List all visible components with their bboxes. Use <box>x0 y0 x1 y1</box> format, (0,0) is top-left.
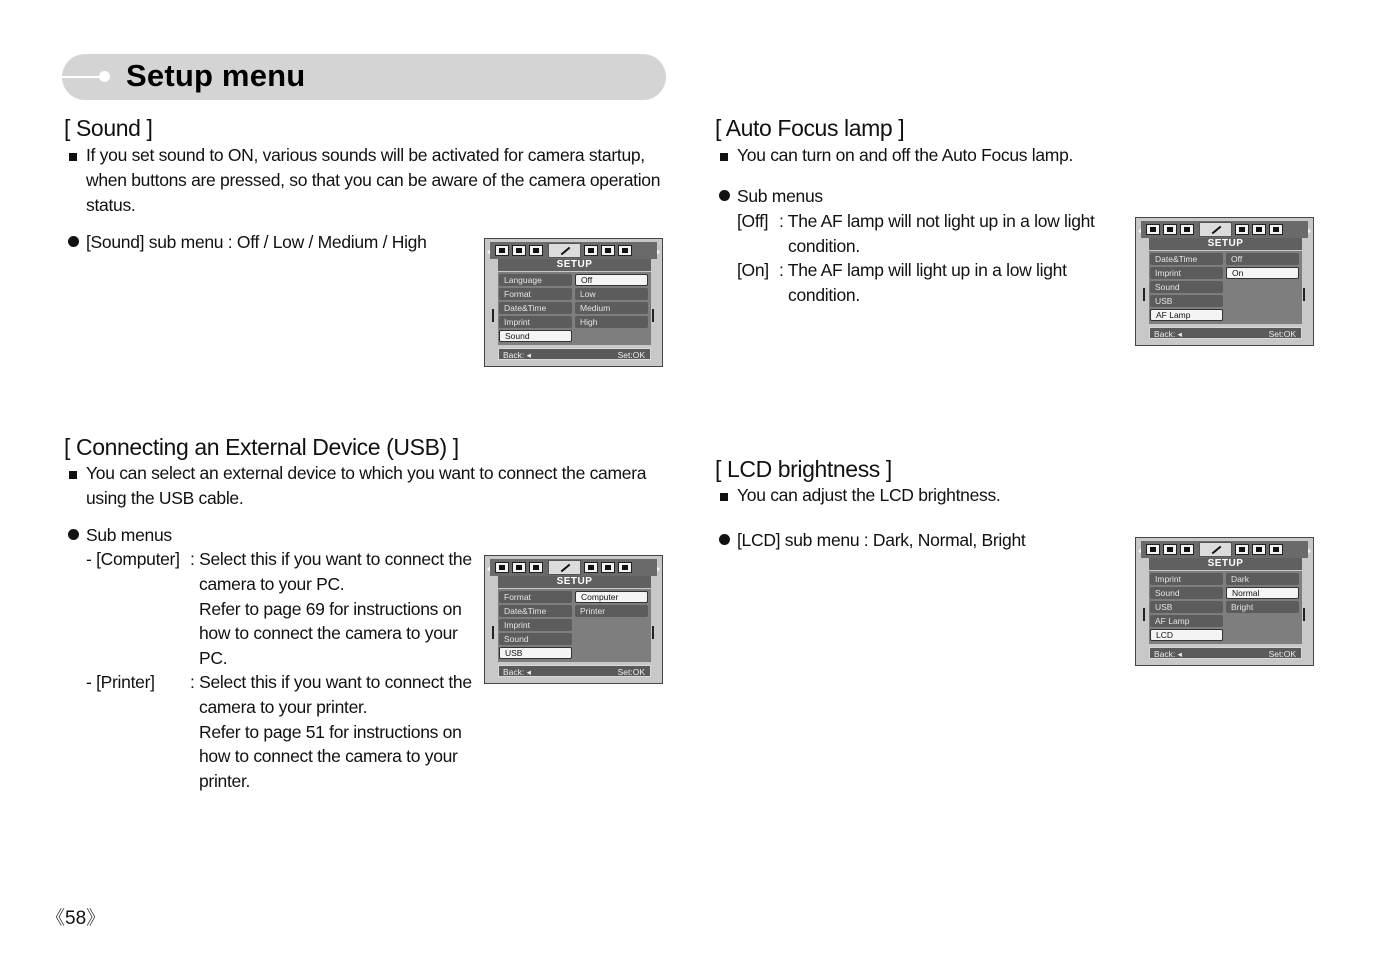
scroll-mark-right <box>652 626 654 639</box>
usb-computer-line: Refer to page 69 for instructions on <box>199 598 462 619</box>
screen-submenu-item: Normal <box>1226 587 1299 599</box>
screen-menu-item: USB <box>1150 601 1223 613</box>
mysetting-icon <box>1235 544 1249 555</box>
screen-menu-body <box>498 272 651 345</box>
screen-menu-item: Date&Time <box>499 302 572 314</box>
mysetting-icon <box>1235 224 1249 235</box>
lcd-setup-screen <box>1135 537 1314 666</box>
lcd-section-title: [ LCD brightness ] <box>715 456 892 482</box>
frame-icon <box>1180 224 1194 235</box>
screen-submenu-item: Off <box>575 274 648 286</box>
scroll-mark-left <box>492 626 494 639</box>
scroll-mark-right <box>1303 288 1305 301</box>
screen-menu-item: Imprint <box>499 619 572 631</box>
af-lamp-section-title: [ Auto Focus lamp ] <box>715 115 905 141</box>
usb-description-line: You can select an external device to which you want to connect the camera <box>86 463 647 483</box>
usb-computer-line: camera to your PC. <box>199 573 345 594</box>
screen-menu-item: Sound <box>1150 587 1223 599</box>
screen-footer <box>498 665 651 677</box>
usb-printer-line: : Select this if you want to connect the <box>190 672 472 692</box>
usb-printer-line: Refer to page 51 for instructions on <box>199 721 462 742</box>
effect-icon <box>512 562 526 573</box>
af-lamp-off-label: [Off] <box>737 211 769 231</box>
screen-menu-item: AF Lamp <box>1150 615 1223 627</box>
screen-footer <box>1149 647 1302 659</box>
back-hint: Back: ◂ <box>1154 649 1182 659</box>
usb-section-title: [ Connecting an External Device (USB) ] <box>64 434 459 460</box>
usb-printer-line: camera to your printer. <box>199 696 368 717</box>
usb-computer-text <box>190 547 472 671</box>
screen-submenu-item: On <box>1226 267 1299 279</box>
grid-icon <box>618 245 632 256</box>
effect-icon <box>1163 224 1177 235</box>
screen-title: SETUP <box>498 259 651 271</box>
mode-icon <box>1146 224 1160 235</box>
screen-menu-body <box>498 589 651 662</box>
screen-submenu-item: Computer <box>575 591 648 603</box>
screen-menu-item: Format <box>499 591 572 603</box>
menu-tab-bar <box>490 559 657 576</box>
mode-icon <box>1146 544 1160 555</box>
grid-icon <box>1269 544 1283 555</box>
round-bullet-icon <box>68 236 79 247</box>
scroll-mark-right <box>1303 608 1305 621</box>
grid-icon <box>1269 224 1283 235</box>
sound-description-line: If you set sound to ON, various sounds will be activated for camera startup, <box>86 145 645 165</box>
set-ok-hint: Set:OK <box>617 667 645 677</box>
usb-printer-line: printer. <box>199 771 251 792</box>
mysetting-icon <box>584 245 598 256</box>
sound-setup-screen <box>484 238 663 367</box>
back-hint: Back: ◂ <box>503 667 531 677</box>
round-bullet-icon <box>719 190 730 201</box>
setup-wrench-icon <box>548 560 581 575</box>
effect-icon <box>1163 544 1177 555</box>
screen-menu-item: USB <box>1150 295 1223 307</box>
screen-menu-body <box>1149 571 1302 644</box>
grid-icon <box>618 562 632 573</box>
scroll-mark-left <box>1143 608 1145 621</box>
setup-wrench-icon <box>1199 542 1232 557</box>
screen-menu-item: Imprint <box>1150 573 1223 585</box>
page-title: Setup menu <box>126 58 306 93</box>
af-lamp-on-text <box>779 258 1067 308</box>
usb-printer-line: how to connect the camera to your <box>199 746 458 767</box>
usb-computer-label: - [Computer] <box>86 549 180 569</box>
square-bullet-icon <box>69 471 77 479</box>
voice-icon <box>601 245 615 256</box>
round-bullet-icon <box>68 529 79 540</box>
screen-menu-item: USB <box>499 647 572 659</box>
lcd-submenu-text: [LCD] sub menu : Dark, Normal, Bright <box>737 530 1026 550</box>
setup-wrench-icon <box>1199 222 1232 237</box>
frame-icon <box>529 245 543 256</box>
scroll-mark-right <box>652 309 654 322</box>
set-ok-hint: Set:OK <box>1268 329 1296 339</box>
screen-menu-item: Imprint <box>1150 267 1223 279</box>
usb-description-line: using the USB cable. <box>86 487 244 508</box>
usb-computer-line: how to connect the camera to your <box>199 623 458 644</box>
screen-menu-item: Sound <box>499 330 572 342</box>
usb-printer-label: - [Printer] <box>86 672 155 692</box>
page-number: 《58》 <box>46 908 106 929</box>
menu-tab-bar <box>490 242 657 259</box>
usb-submenus-label: Sub menus <box>86 525 172 545</box>
screen-menu-item: AF Lamp <box>1150 309 1223 321</box>
af-lamp-on-label: [On] <box>737 260 769 280</box>
scroll-mark-left <box>1143 288 1145 301</box>
screen-submenu-item: Low <box>575 288 648 300</box>
square-bullet-icon <box>720 153 728 161</box>
screen-menu-item: LCD <box>1150 629 1223 641</box>
af-lamp-description: You can turn on and off the Auto Focus lamp. <box>737 145 1074 165</box>
screen-menu-item: Language <box>499 274 572 286</box>
square-bullet-icon <box>720 493 728 501</box>
frame-icon <box>529 562 543 573</box>
frame-icon <box>1180 544 1194 555</box>
menu-tab-bar <box>1141 541 1308 558</box>
screen-menu-item: Sound <box>499 633 572 645</box>
af-lamp-setup-screen <box>1135 217 1314 346</box>
screen-menu-item: Sound <box>1150 281 1223 293</box>
screen-submenu-item: Dark <box>1226 573 1299 585</box>
mode-icon <box>495 245 509 256</box>
set-ok-hint: Set:OK <box>617 350 645 360</box>
screen-footer <box>1149 327 1302 339</box>
effect-icon <box>512 245 526 256</box>
usb-printer-text <box>190 670 472 794</box>
screen-menu-item: Imprint <box>499 316 572 328</box>
screen-title: SETUP <box>498 576 651 588</box>
screen-menu-body <box>1149 251 1302 324</box>
lcd-description: You can adjust the LCD brightness. <box>737 485 1001 505</box>
screen-title: SETUP <box>1149 558 1302 570</box>
usb-setup-screen <box>484 555 663 684</box>
screen-submenu-item: Off <box>1226 253 1299 265</box>
sound-description <box>86 143 660 217</box>
screen-title: SETUP <box>1149 238 1302 250</box>
voice-icon <box>601 562 615 573</box>
sound-description-line: when buttons are pressed, so that you can be aware of the camera operation <box>86 169 661 190</box>
screen-submenu-item: High <box>575 316 648 328</box>
screen-submenu-item: Printer <box>575 605 648 617</box>
menu-tab-bar <box>1141 221 1308 238</box>
af-lamp-off-text <box>779 209 1095 259</box>
mode-icon <box>495 562 509 573</box>
voice-icon <box>1252 544 1266 555</box>
banner-dot-icon <box>99 71 110 82</box>
set-ok-hint: Set:OK <box>1268 649 1296 659</box>
sound-section-title: [ Sound ] <box>64 115 153 141</box>
square-bullet-icon <box>69 153 77 161</box>
af-lamp-off-line: condition. <box>788 235 860 256</box>
af-lamp-submenus-label: Sub menus <box>737 186 823 206</box>
round-bullet-icon <box>719 534 730 545</box>
screen-menu-item: Date&Time <box>1150 253 1223 265</box>
screen-menu-item: Date&Time <box>499 605 572 617</box>
af-lamp-on-line: : The AF lamp will light up in a low light <box>779 260 1067 280</box>
screen-menu-item: Format <box>499 288 572 300</box>
sound-submenu-text: [Sound] sub menu : Off / Low / Medium / High <box>86 232 427 252</box>
back-hint: Back: ◂ <box>503 350 531 360</box>
usb-computer-line: PC. <box>199 648 228 669</box>
af-lamp-off-line: : The AF lamp will not light up in a low light <box>779 211 1095 231</box>
setup-wrench-icon <box>548 243 581 258</box>
voice-icon <box>1252 224 1266 235</box>
scroll-mark-left <box>492 309 494 322</box>
usb-description <box>86 461 646 511</box>
mysetting-icon <box>584 562 598 573</box>
screen-footer <box>498 348 651 360</box>
sound-description-line: status. <box>86 194 136 215</box>
screen-submenu-item: Medium <box>575 302 648 314</box>
back-hint: Back: ◂ <box>1154 329 1182 339</box>
screen-submenu-item: Bright <box>1226 601 1299 613</box>
usb-computer-line: : Select this if you want to connect the <box>190 549 472 569</box>
af-lamp-on-line: condition. <box>788 284 860 305</box>
